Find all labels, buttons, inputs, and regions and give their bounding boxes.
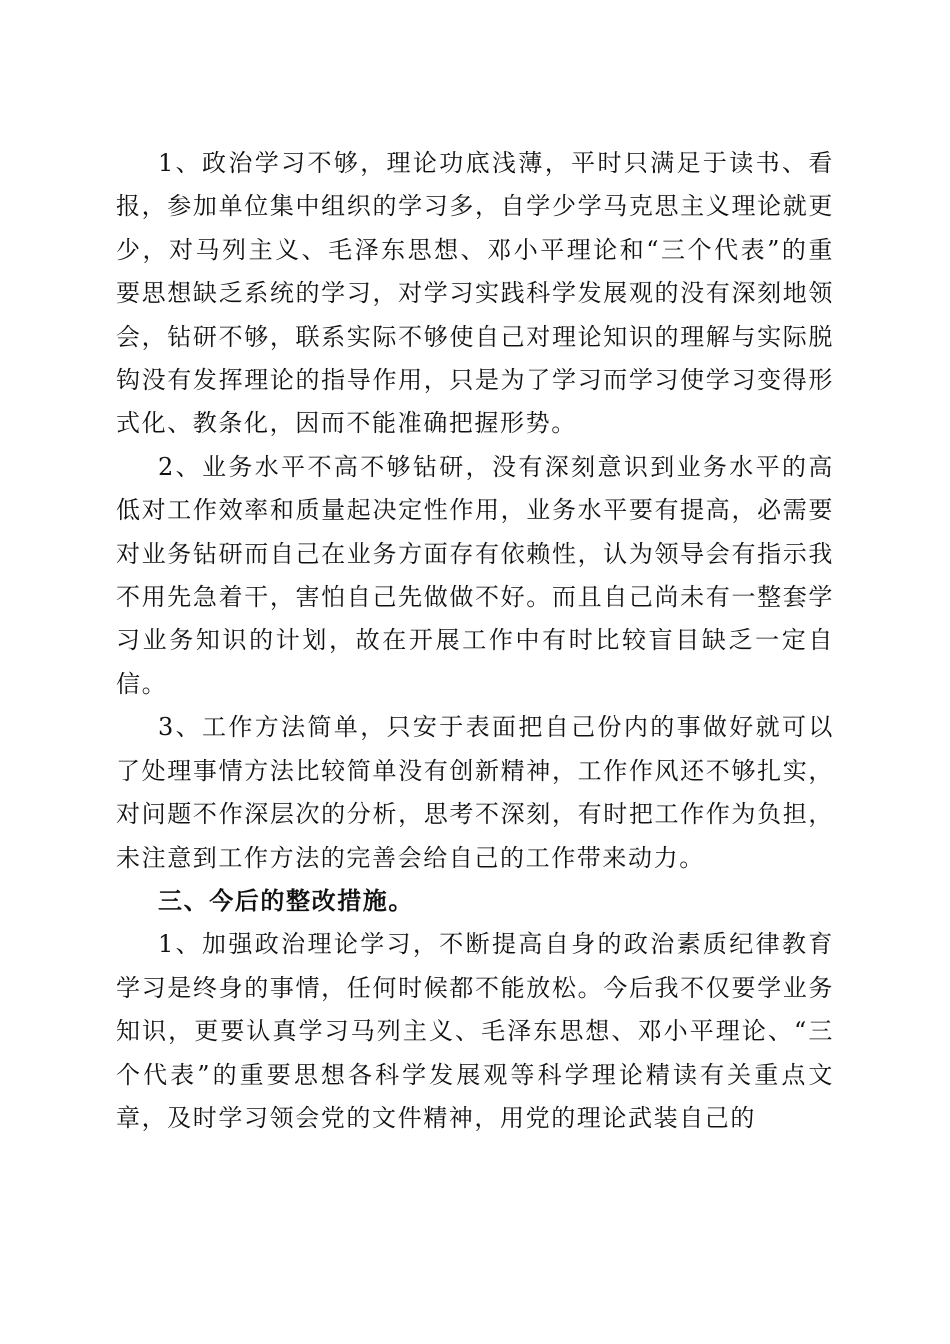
- paragraph-work-method: 3、工作方法简单，只安于表面把自己份内的事做好就可以了处理事情方法比较简单没有创新精神，工作作风还不够扎实，对问题不作深层次的分析，思考不深刻，有时把工作作为负担，未注意到工作方法的完善会给自己的工作带来动力。: [116, 713, 834, 872]
- paragraph-strengthen-theory: 1、加强政治理论学习，不断提高自身的政治素质纪律教育学习是终身的事情，任何时候都不能放松。今后我不仅要学业务知识，更要认真学习马列主义、毛泽东思想、邓小平理论、“三个代表”的重要思想各科学发展观等科学理论精读有关重点文章，及时学习领会党的文件精神，用党的理论武装自己的: [116, 930, 834, 1132]
- document-body: [116, 142, 834, 1140]
- paragraph-political-study: 1、政治学习不够，理论功底浅薄，平时只满足于读书、看报，参加单位集中组织的学习多，自学少学马克思主义理论就更少，对马列主义、毛泽东思想、邓小平理论和“三个代表”的重要思想缺乏系统的学习，对学习实践科学发展观的没有深刻地领会，钻研不够，联系实际不够使自己对理论知识的理解与实际脱钩没有发挥理论的指导作用，只是为了学习而学习使学习变得形式化、教条化，因而不能准确把握形势。: [116, 149, 834, 438]
- paragraph-business-level: 2、业务水平不高不够钻研，没有深刻意识到业务水平的高低对工作效率和质量起决定性作用，业务水平要有提高，必需要对业务钻研而自己在业务方面存有依赖性，认为领导会有指示我不用先急着干，害怕自己先做做不好。而且自己尚未有一整套学习业务知识的计划，故在开展工作中有时比较盲目缺乏一定自信。: [116, 452, 834, 698]
- section-heading-rectification: 三、今后的整改措施。: [158, 886, 414, 915]
